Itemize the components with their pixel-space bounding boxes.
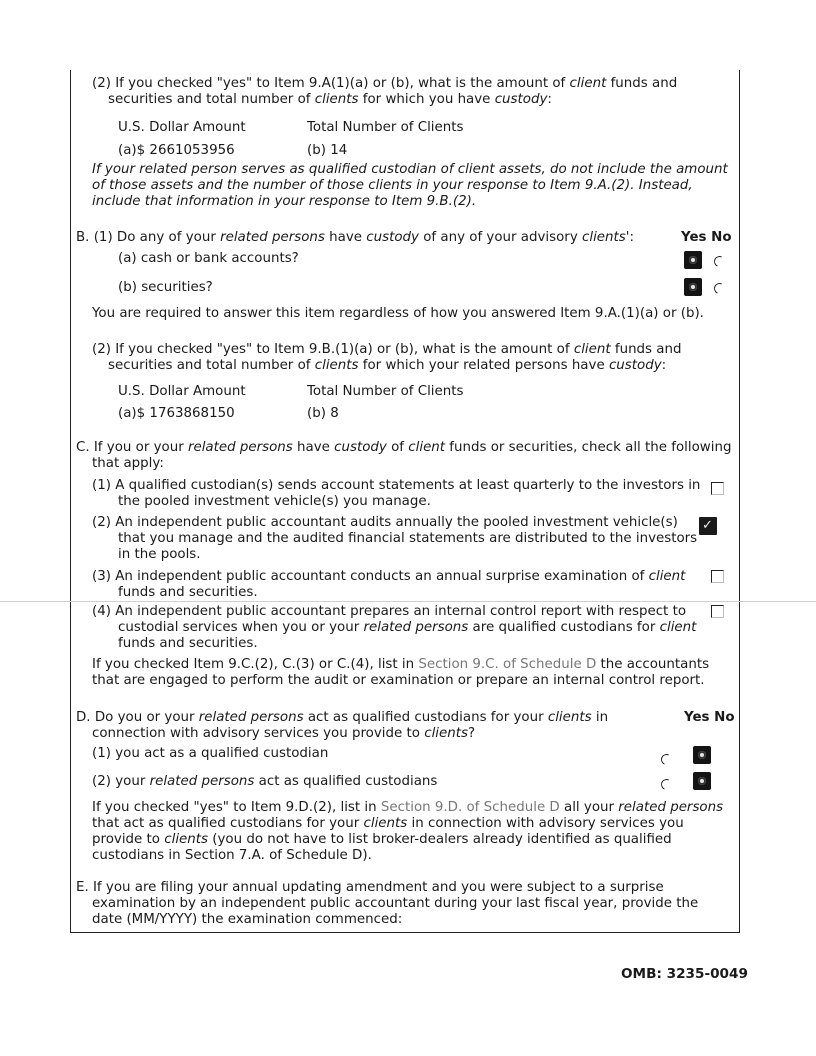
c-item2-text: (2) An independent public accountant audits annually the pooled investment vehicle(s) that you manage and the audited financial statements are distributed to the investors in the pools. xyxy=(92,515,698,562)
c-item1-checkbox[interactable] xyxy=(711,482,724,495)
b-option-securities: (b) securities? xyxy=(118,280,213,295)
b-securities-yes-radio[interactable] xyxy=(684,278,702,296)
d-opt2-no-radio[interactable] xyxy=(693,772,711,790)
item-9c-intro: C. If you or your related persons have custody of client funds or securities, check all the following that apply: xyxy=(76,440,732,471)
c-footer-note: If you checked Item 9.C.(2), C.(3) or C.(4), list in Section 9.C. of Schedule D the accountants that are engaged to perform the audit or examination or prepare an internal control report. xyxy=(92,657,710,688)
b-yes-no-header: Yes No xyxy=(681,230,732,245)
d-option2: (2) your related persons act as qualified custodians xyxy=(92,774,438,789)
a2-note: If your related person serves as qualified custodian of client assets, do not include the amount of those assets and the number of those clients in your response to Item 9.A.(2). Instead, include that information in your response to Item 9.B.(2). xyxy=(92,162,728,209)
d-note: If you checked "yes" to Item 9.D.(2), list in Section 9.D. of Schedule D all your related persons that act as qualified custodians for your clients in connection with advisory services you provide to clients (you do not have to list broker-dealers already identified as qualified custodians in Section 7.A. of Schedule D). xyxy=(92,800,724,863)
c-schedule-d-link[interactable]: Section 9.C. of Schedule D xyxy=(418,657,597,672)
c-item4-checkbox[interactable] xyxy=(711,605,724,618)
b-cash-yes-radio[interactable] xyxy=(684,251,702,269)
c-item3-text: (3) An independent public accountant conducts an annual surprise examination of client funds and securities. xyxy=(92,569,686,600)
c-item2-checkbox[interactable] xyxy=(699,517,717,535)
a2-col1-header: U.S. Dollar Amount xyxy=(118,120,246,135)
a2-dollar-amount: (a)$ 2661053956 xyxy=(118,143,235,158)
a2-client-count: (b) 14 xyxy=(307,143,348,158)
item-9b2-question: (2) If you checked "yes" to Item 9.B.(1)(a) or (b), what is the amount of client funds and securities and total number of clients for which your related persons have custody: xyxy=(92,342,682,373)
b-option-cash: (a) cash or bank accounts? xyxy=(118,251,299,266)
item-9a2-question: (2) If you checked "yes" to Item 9.A(1)(a) or (b), what is the amount of client funds and securities and total number of clients for which you have custody: xyxy=(92,76,678,107)
b-required-note: You are required to answer this item regardless of how you answered Item 9.A.(1)(a) or (b). xyxy=(92,306,704,321)
b2-dollar-amount: (a)$ 1763868150 xyxy=(118,406,235,421)
b2-col2-header: Total Number of Clients xyxy=(307,384,464,399)
a2-col2-header: Total Number of Clients xyxy=(307,120,464,135)
c-item3-checkbox[interactable] xyxy=(711,570,724,583)
item-9d-question: D. Do you or your related persons act as qualified custodians for your clients in connection with advisory services you provide to clients? xyxy=(76,710,609,741)
b2-col1-header: U.S. Dollar Amount xyxy=(118,384,246,399)
d-option1: (1) you act as a qualified custodian xyxy=(92,746,329,761)
c-item4-text: (4) An independent public accountant prepares an internal control report with respect to custodial services when you or your related persons are qualified custodians for client funds and securities. xyxy=(92,604,697,651)
d-opt1-no-radio[interactable] xyxy=(693,746,711,764)
d-schedule-d-link[interactable]: Section 9.D. of Schedule D xyxy=(380,800,560,815)
item-9b1-question: B. (1) Do any of your related persons have custody of any of your advisory clients': xyxy=(76,230,634,245)
omb-number: OMB: 3235-0049 xyxy=(621,966,748,982)
b2-client-count: (b) 8 xyxy=(307,406,339,421)
item-9e-question: E. If you are filing your annual updating amendment and you were subject to a surprise examination by an independent public accountant during your last fiscal year, provide the date (MM/YYYY) the examination commenced: xyxy=(76,880,699,927)
c-item1-text: (1) A qualified custodian(s) sends account statements at least quarterly to the investors in the pooled investment vehicle(s) you manage. xyxy=(92,478,701,509)
scan-line xyxy=(0,601,816,602)
d-yes-no-header: Yes No xyxy=(684,710,735,725)
